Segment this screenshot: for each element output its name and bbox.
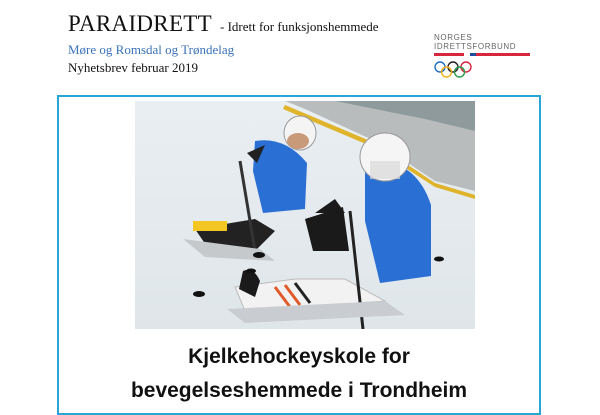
sledge-hockey-illustration — [135, 101, 475, 329]
issue-date: Nyhetsbrev februar 2019 — [68, 60, 198, 75]
article-headline-line1: Kjelkehockeyskole for — [188, 345, 410, 368]
article-headline-line2: bevegelseshemmede i Trondheim — [130, 379, 468, 402]
flag-bar-red-long — [476, 53, 530, 56]
newsletter-masthead — [68, 10, 408, 77]
logo-text-line1: NORGES — [434, 33, 473, 42]
title-row — [68, 10, 408, 41]
norges-idrettsforbund-logo — [434, 33, 534, 81]
olympic-rings-icon — [434, 60, 474, 80]
logo-text-line2: IDRETTSFORBUND — [434, 42, 517, 51]
sledge-hockey-photo — [135, 101, 475, 329]
newsletter-subtitle: - Idrett for funksjonshemmede — [220, 19, 379, 34]
article-frame — [57, 95, 541, 415]
newsletter-title: PARAIDRETT — [68, 11, 212, 36]
region-label: Møre og Romsdal og Trøndelag — [68, 42, 235, 57]
flag-bar-red — [434, 53, 464, 56]
